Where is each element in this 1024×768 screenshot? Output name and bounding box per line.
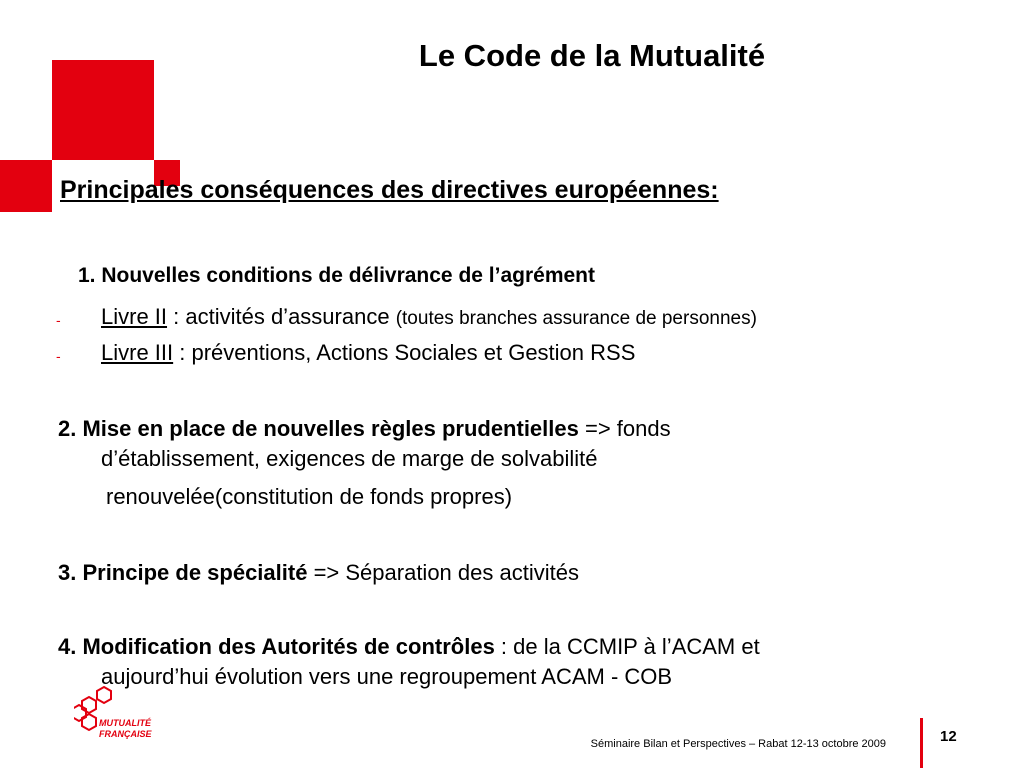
- logo-text: FRANÇAISE: [99, 729, 152, 739]
- decor-square-left: [0, 160, 52, 212]
- logo-text: MUTUALITÉ: [99, 718, 151, 728]
- point1-item-livre-ii: [101, 304, 757, 330]
- bullet-dash: -: [56, 312, 61, 328]
- livre-ii-text: : activités d’assurance: [167, 304, 396, 329]
- point4-line2: aujourd’hui évolution vers une regroupement ACAM - COB: [101, 664, 673, 689]
- footer-text: Séminaire Bilan et Perspectives – Rabat 12-13 octobre 2009: [590, 738, 886, 750]
- livre-iii-text: : préventions, Actions Sociales et Gestion RSS: [173, 340, 636, 365]
- section-heading: Principales conséquences des directives européennes:: [60, 176, 719, 204]
- slide-title: Le Code de la Mutualité: [418, 38, 766, 73]
- point4-line1: [58, 634, 760, 660]
- bullet-dash: -: [56, 348, 61, 364]
- point2-line1: [58, 416, 671, 442]
- point4-rest: : de la CCMIP à l’ACAM et: [494, 634, 760, 659]
- point2-rest: => fonds: [578, 416, 671, 441]
- point4-title: 4. Modification des Autorités de contrôles: [58, 634, 495, 659]
- livre-iii-link[interactable]: Livre III: [101, 340, 174, 365]
- livre-ii-note: (toutes branches assurance de personnes): [395, 308, 757, 329]
- footer-divider: [920, 718, 923, 768]
- point3-rest: => Séparation des activités: [307, 560, 579, 585]
- point2-title: 2. Mise en place de nouvelles règles prudentielles: [58, 416, 579, 441]
- point1-title: 1. Nouvelles conditions de délivrance de l’agrément: [78, 264, 595, 287]
- point3-title: 3. Principe de spécialité: [58, 560, 308, 585]
- point2-line2: d’établissement, exigences de marge de solvabilité: [101, 446, 598, 471]
- point2-line3: renouvelée(constitution de fonds propres): [106, 484, 513, 509]
- point3-line: [58, 560, 579, 586]
- decor-square-large: [52, 60, 154, 160]
- livre-ii-link[interactable]: Livre II: [101, 304, 168, 329]
- page-number: 12: [940, 728, 957, 745]
- point1-item-livre-iii: [101, 340, 635, 366]
